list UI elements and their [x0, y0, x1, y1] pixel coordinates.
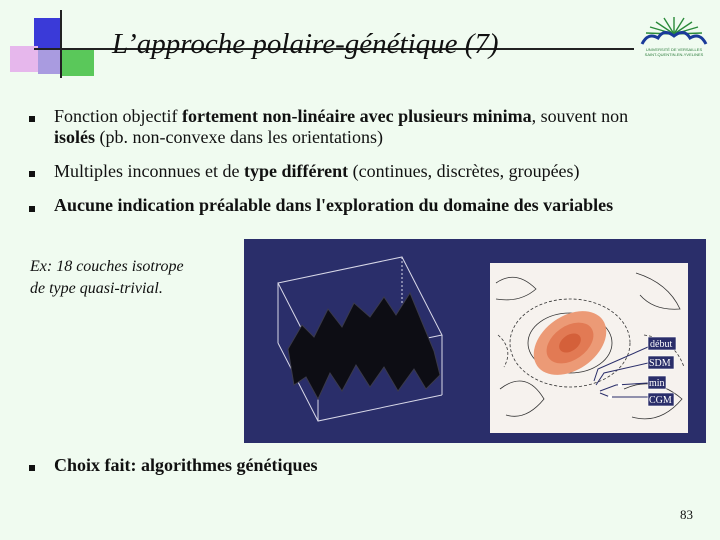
example-line-1: Ex: 18 couches isotrope	[30, 258, 184, 275]
deco-block-green	[60, 48, 94, 76]
bullet-1-text-d: isolés	[54, 127, 96, 147]
objective-function-figure	[244, 239, 706, 443]
bullet-1	[54, 106, 704, 148]
label-sdm: SDM	[649, 358, 671, 369]
deco-block-purple	[38, 50, 60, 74]
bullet-1-text-a: Fonction objectif	[54, 106, 182, 126]
energy-surface	[288, 293, 440, 399]
label-min: min	[649, 378, 665, 389]
bullet-1-text-b: fortement non-linéaire avec plusieurs minima	[181, 106, 532, 126]
deco-vertical-line	[60, 10, 62, 78]
bullet-1-text-e: (pb. non-convexe dans les orientations)	[95, 127, 383, 147]
page-number: 83	[680, 507, 693, 522]
example-line-2: de type quasi-trivial.	[30, 280, 163, 297]
bullet-marker-3	[29, 206, 35, 212]
bullet-4: Choix fait: algorithmes génétiques	[54, 455, 318, 475]
bullet-marker-4	[29, 465, 35, 471]
bullet-marker-2	[29, 171, 35, 177]
logo-text-line-1: UNIVERSITÉ DE VERSAILLES	[645, 47, 703, 52]
bullet-3-text: Aucune indication préalable dans l'exploration du domaine des variables	[54, 195, 614, 215]
example-caption	[30, 256, 184, 300]
bullet-marker-1	[29, 116, 35, 122]
logo-text	[634, 47, 714, 57]
bullet-3	[54, 195, 704, 216]
label-debut: début	[650, 339, 673, 350]
bullet-2-text-b: type différent	[243, 161, 349, 181]
bullet-1-text-c: , souvent non	[531, 106, 629, 126]
label-cgm: CGM	[649, 395, 672, 406]
logo-text-line-2: SAINT-QUENTIN-EN-YVELINES	[644, 52, 704, 57]
slide-title: L’approche polaire-génétique (7)	[112, 28, 499, 60]
bullet-2-text-c: (continues, discrètes, groupées)	[348, 161, 580, 181]
bullet-2	[54, 161, 704, 182]
figure-graphic	[244, 239, 706, 443]
bullet-2-text-a: Multiples inconnues et de	[54, 161, 244, 181]
